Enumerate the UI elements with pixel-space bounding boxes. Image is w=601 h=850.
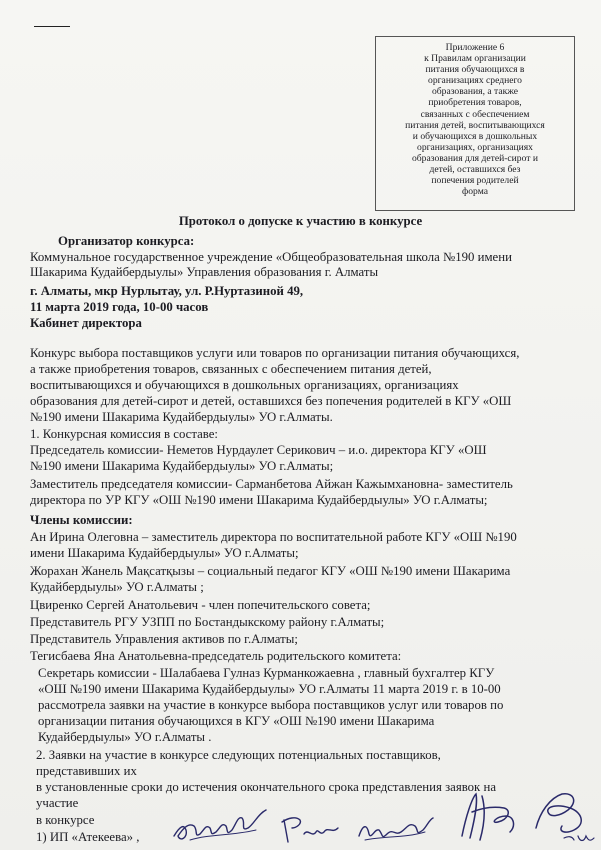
- member-line: имени Шакарима Кудайбердыулы» УО г.Алматы;: [30, 546, 299, 560]
- member-line: Тегисбаева Яна Анатольевна-председатель родительского комитета:: [30, 649, 402, 663]
- signature-4: [452, 786, 522, 844]
- member-line: Кудайбердыулы» УО г.Алматы ;: [30, 580, 204, 594]
- appendix-line: детей, оставшихся без: [429, 164, 521, 176]
- intro-line: образования для детей-сирот и детей, оставшихся без попечения родителей в КГУ «ОШ: [30, 394, 512, 408]
- appendix-line: связанных с обеспечением: [420, 108, 530, 120]
- corner-dash-mark: [34, 26, 70, 27]
- organizer-address: г. Алматы, мкр Нурлытау, ул. Р.Нуртазиной 49,: [30, 284, 304, 298]
- applications-line: 2. Заявки на участие в конкурсе следующих потенциальных поставщиков,: [36, 748, 441, 762]
- intro-line: №190 имени Шакарима Кудайбердыулы» УО г.Алматы.: [30, 410, 333, 424]
- commission-deputy: Заместитель председателя комиссии- Сарманбетова Айжан Кажымхановна- заместитель: [30, 477, 513, 491]
- appendix-line: организациях среднего: [428, 75, 522, 87]
- signature-2: [278, 808, 348, 848]
- intro-line: а также приобретения товаров, связанных с обеспечением питания детей,: [30, 362, 432, 376]
- signature-3: [355, 806, 435, 846]
- appendix-line: организациях, организациях: [417, 141, 533, 153]
- commission-heading: 1. Конкурсная комиссия в составе:: [30, 427, 218, 441]
- organizer-room: Кабинет директора: [30, 316, 142, 330]
- member-line: Жорахан Жанель Мақсатқызы – социальный педагог КГУ «ОШ №190 имени Шакарима: [30, 564, 511, 578]
- member-line: Секретарь комиссии - Шалабаева Гулназ Курманкожаевна , главный бухгалтер КГУ: [38, 666, 495, 680]
- member-line: Представитель Управления активов по г.Алматы;: [30, 632, 298, 646]
- appendix-line: питания детей, воспитывающихся: [405, 119, 545, 131]
- members-heading: Члены комиссии:: [30, 513, 133, 527]
- appendix-line: к Правилам организации: [424, 53, 526, 65]
- intro-line: Конкурс выбора поставщиков услуги или товаров по организации питания обучающихся,: [30, 346, 520, 360]
- commission-chair: Председатель комиссии- Неметов Нурдаулет Серикович – и.о. директора КГУ «ОШ: [30, 443, 487, 457]
- applications-line: в конкурсе: [36, 813, 95, 827]
- organizer-line: Коммунальное государственное учреждение «Общеобразовательная школа №190 имени: [30, 250, 512, 264]
- member-line: Цвиренко Сергей Анатольевич - член попечительского совета;: [30, 598, 371, 612]
- member-line: организации питания обучающихся в КГУ «ОШ №190 имени Шакарима: [38, 714, 435, 728]
- organizer-line: Шакарима Кудайбердыулы» Управления образования г. Алматы: [30, 265, 379, 279]
- appendix-box: [375, 36, 575, 211]
- applications-line: участие: [36, 796, 79, 810]
- member-line: Представитель РГУ УЗПП по Бостандыкскому району г.Алматы;: [30, 615, 385, 629]
- appendix-line: форма: [462, 186, 488, 198]
- appendix-line: образования для детей-сирот и: [412, 152, 538, 164]
- member-line: рассмотрела заявки на участие в конкурсе выбора поставщиков услуг или товаров по: [38, 698, 504, 712]
- applications-line: 1) ИП «Атекеева» ,: [36, 830, 140, 844]
- commission-deputy: директора по УР КГУ «ОШ №190 имени Шакарима Кудайбердыулы» УО г.Алматы;: [30, 493, 488, 507]
- intro-line: воспитывающихся и обучающихся в дошкольных организациях, организациях: [30, 378, 459, 392]
- appendix-line: питания обучающихся в: [425, 64, 525, 76]
- organizer-datetime: 11 марта 2019 года, 10-00 часов: [30, 300, 209, 314]
- member-line: Кудайбердыулы» УО г.Алматы .: [38, 730, 212, 744]
- member-line: Ан Ирина Олеговна – заместитель директора по воспитательной работе КГУ «ОШ №190: [30, 530, 517, 544]
- signature-5: [528, 784, 598, 848]
- applications-line: представивших их: [36, 764, 137, 778]
- applications-line: в установленные сроки до истечения окончательного срока представления заявок на: [36, 780, 496, 794]
- commission-chair: №190 имени Шакарима Кудайбердыулы» УО г.Алматы;: [30, 459, 334, 473]
- appendix-line: попечения родителей: [431, 175, 519, 187]
- member-line: «ОШ №190 имени Шакарима Кудайбердыулы» УО г.Алматы 11 марта 2019 г. в 10-00: [38, 682, 501, 696]
- document-title: Протокол о допуске к участию в конкурсе: [178, 214, 423, 228]
- signature-1: [170, 800, 270, 848]
- appendix-line: приобретения товаров,: [428, 97, 522, 109]
- appendix-line: образования, а также: [431, 86, 519, 98]
- appendix-line: Приложение 6: [445, 42, 505, 53]
- appendix-line: и обучающихся в дошкольных: [412, 130, 538, 142]
- organizer-heading: Организатор конкурса:: [58, 234, 195, 248]
